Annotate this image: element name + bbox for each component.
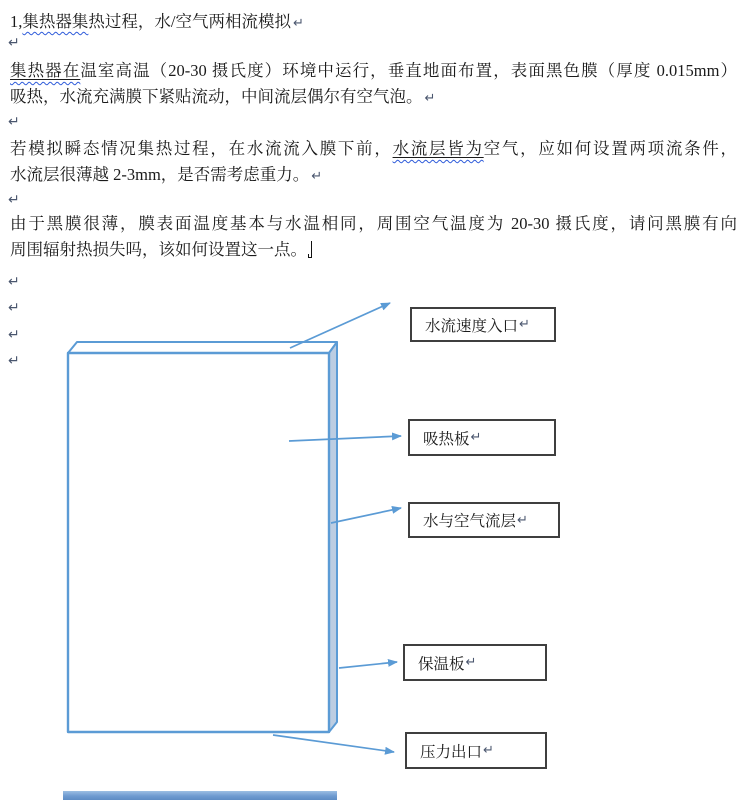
underlined-squiggle-run: 水流层皆为 [392,139,484,158]
text-run: 水流层很薄越 2-3mm，是否需考虑重力。 [10,165,310,184]
paragraph-mark: ↵ [8,300,20,316]
label-text: 水与空气流层 [423,513,517,530]
paragraph-mark: ↵ [292,16,304,31]
paragraph-mark: ↵ [517,512,528,528]
label-box-pressure-outlet[interactable] [405,732,547,769]
collector-panel-top-face[interactable] [68,342,337,353]
bottom-partial-shape[interactable] [63,791,337,800]
paragraph-mark: ↵ [8,274,20,290]
text-run: 若模拟瞬态情况集热过程，在水流流入膜下前， [10,139,393,158]
paragraph-mark: ↵ [8,192,20,208]
text-run: 热过程，水/空气两相流模拟 [88,12,291,31]
label-box-water-inlet[interactable] [410,307,556,342]
paragraph-mark: ↵ [483,743,494,758]
paragraph-mark: ↵ [465,655,477,670]
text-run: 吸热，水流充满膜下紧贴流动，中间流层偶尔有空气泡。 [10,87,423,106]
connector-arrow-inlet[interactable] [290,303,390,348]
label-box-water-air-layer[interactable] [408,502,560,538]
underlined-squiggle-run: 集热器在 [10,61,81,80]
text-run: 由于黑膜很薄，膜表面温度基本与水温相同，周围空气温度为 20-30 摄氏度，请问黑膜有向 [10,214,737,233]
paragraph-mark: ↵ [424,91,436,106]
connector-arrow-insulation[interactable] [339,662,397,668]
text-run: 空气，应如何设置两项流条件， [483,139,738,158]
label-text: 压力出口 [420,743,483,761]
text-run: 温室高温（20-30 摄氏度）环境中运行，垂直地面布置，表面黑色膜（厚度 0.015mm） [80,61,738,80]
spellcheck-squiggle-run: 集热器集 [22,12,89,31]
label-box-insulation-plate[interactable] [403,644,547,681]
label-text: 保温板 [418,655,465,673]
paragraph-mark: ↵ [519,317,530,332]
paragraph-mark: ↵ [311,169,323,184]
paragraph-mark: ↵ [8,327,20,343]
label-text: 水流速度入口 [425,317,519,335]
paragraph-mark: ↵ [8,353,20,369]
connector-arrow-flow-layer[interactable] [331,508,401,523]
label-text: 吸热板 [423,430,470,448]
collector-panel-front-face[interactable] [68,353,329,732]
connector-arrow-outlet[interactable] [273,735,394,752]
paragraph-mark: ↵ [8,114,20,130]
text-run: 周围辐射热损失吗，该如何设置这一点。 [10,240,307,259]
paragraph-mark: ↵ [8,35,20,51]
text-run: 1, [10,12,23,31]
label-box-absorber-plate[interactable] [408,419,556,456]
paragraph-mark: ↵ [470,430,482,445]
